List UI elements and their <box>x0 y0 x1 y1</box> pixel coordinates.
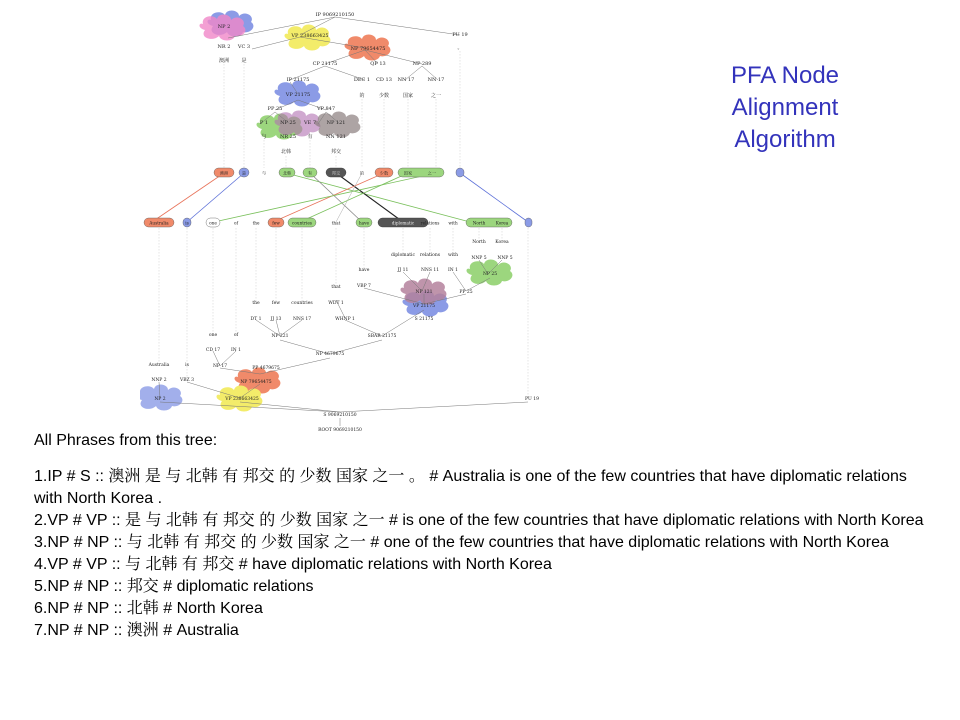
english-parse-tree <box>140 228 539 433</box>
zh-word-de: 的 <box>359 93 365 99</box>
align-zh-9: 之一 <box>427 170 437 176</box>
zh-word-shi: 是 <box>241 58 247 64</box>
zh-nn121-label: NN 121 <box>326 134 346 140</box>
en-np79: NP 79654475 <box>240 380 272 385</box>
en-s21175: S 21175 <box>414 317 434 322</box>
align-en-12: North <box>472 220 486 226</box>
zh-word-shaoshu: 少数 <box>378 93 390 99</box>
align-en-8: have <box>358 220 370 226</box>
align-en-3: of <box>233 220 239 226</box>
align-en-2: one <box>209 220 217 226</box>
en-pp25: PP 25 <box>459 290 473 295</box>
align-en-6: countries <box>292 220 312 226</box>
en-jj11: JJ 11 <box>397 268 409 273</box>
zh-qp-label: QP 13 <box>370 61 386 67</box>
en-word-have: have <box>358 268 370 273</box>
en-word-australia: Australia <box>148 363 170 368</box>
en-jj13: JJ 13 <box>270 317 282 322</box>
zh-word-guojia: 国家 <box>402 93 414 99</box>
en-cd17: CD 17 <box>205 348 221 353</box>
en-nnp2: NNP 2 <box>151 378 167 383</box>
zh-pp-label: PP 25 <box>267 106 283 112</box>
zh-ip-label: IP 21175 <box>286 77 310 83</box>
zh-pu-label: PU 19 <box>452 32 468 38</box>
zh-np289-label: NP 289 <box>412 61 432 67</box>
en-in1a: IN 1 <box>447 268 459 273</box>
en-np4679675: NP 4679675 <box>315 352 345 357</box>
en-dt1: DT 1 <box>250 317 262 322</box>
en-np17: NP 17 <box>212 364 228 369</box>
zh-np-big-label: NP 79654475 <box>350 46 386 52</box>
phrase-item: 3.NP # NP :: 与 北韩 有 邦交 的 少数 国家 之一 # one of the few countries that have diplomatic relations with North Korea <box>34 534 889 551</box>
title-line-3: Algorithm <box>734 126 836 153</box>
phrase-item: 4.VP # VP :: 与 北韩 有 邦交 # have diplomatic relations with North Korea <box>34 556 552 573</box>
title-line-1: PFA Node <box>730 62 840 89</box>
align-zh-0: 澳洲 <box>219 170 229 176</box>
zh-vp-label: VP 238663425 <box>291 33 329 39</box>
align-en-10: relations <box>420 220 440 226</box>
en-pu19: PU 19 <box>525 397 539 402</box>
zh-nr25-label: NR 25 <box>279 134 297 140</box>
phrase-item: 2.VP # VP :: 是 与 北韩 有 邦交 的 少数 国家 之一 # is one of the few countries that have diplomatic relations with North Korea <box>34 512 924 529</box>
en-word-is: is <box>185 363 189 368</box>
en-vbz3: VBZ 3 <box>180 378 194 383</box>
phrase-item: 6.NP # NP :: 北韩 # North Korea <box>34 600 263 617</box>
en-word-diplomatic: diplomatic <box>390 253 416 258</box>
zh-cd-label: CD 13 <box>376 77 392 83</box>
en-word-north: North <box>472 240 486 245</box>
en-nnp5a: NNP 5 <box>471 256 487 261</box>
alignment-diagram <box>140 6 540 434</box>
slide-title <box>700 60 870 156</box>
zh-word-you: 有 <box>307 134 313 140</box>
align-en-4: the <box>252 220 260 226</box>
zh-vp21175-label: VP 21175 <box>285 92 311 98</box>
en-word-that: that <box>331 285 341 290</box>
en-np2: NP 2 <box>154 397 166 402</box>
en-in1b: IN 1 <box>230 348 242 353</box>
align-zh-2: 与 <box>261 170 267 176</box>
align-en-7: that <box>331 220 341 226</box>
en-word-korea: Korea <box>495 240 509 245</box>
phrase-item: 1.IP # S :: 澳洲 是 与 北韩 有 邦交 的 少数 国家 之一 。 # Australia is one of the few countries that have diplomatic relations with North Korea . <box>34 468 907 507</box>
align-en-0: Australia <box>149 220 169 226</box>
chinese-parse-tree <box>200 11 468 168</box>
en-word-of: of <box>233 333 239 338</box>
align-zh-5: 邦交 <box>331 170 341 176</box>
zh-cp-label: CP 21175 <box>312 61 338 67</box>
en-sbar: SBAR 21175 <box>367 334 397 339</box>
en-nns17: NNS 17 <box>292 317 312 322</box>
zh-dec-label: DEC 1 <box>353 77 371 83</box>
align-en-9: diplomatic <box>391 220 415 226</box>
en-s-root: S 9069210150 <box>323 413 357 418</box>
zh-ve-label: VE 7 <box>303 120 317 126</box>
zh-p1-label: P 1 <box>259 120 269 126</box>
zh-word-yu: 与 <box>261 134 267 140</box>
en-vp21175: VP 21175 <box>412 304 436 309</box>
zh-vc-label: VC 3 <box>237 44 251 50</box>
align-zh-3: 北韩 <box>282 170 292 176</box>
phrase-item: 5.NP # NP :: 邦交 # diplomatic relations <box>34 578 314 595</box>
en-word-relations: relations <box>419 253 441 258</box>
phrase-list <box>34 430 934 642</box>
zh-vp847-label: VP 847 <box>316 106 336 112</box>
en-np121: NP 121 <box>415 290 433 295</box>
zh-np121-label: NP 121 <box>326 120 346 126</box>
zh-word-beihan: 北韩 <box>280 149 292 155</box>
align-zh-8: 国家 <box>403 170 413 176</box>
en-wdt1: WDT 1 <box>328 301 344 306</box>
en-vbp7: VBP 7 <box>357 284 371 289</box>
align-zh-6: 的 <box>359 170 365 176</box>
zh-word-aozhou: 澳洲 <box>218 58 230 64</box>
en-whnp1: WHNP 1 <box>335 317 355 322</box>
en-word-the: the <box>252 301 260 306</box>
en-word-with: with <box>448 253 458 258</box>
align-zh-7: 少数 <box>379 170 389 176</box>
en-word-one: one <box>208 333 218 338</box>
phrase-list-heading: All Phrases from this tree: <box>34 432 218 449</box>
align-zh-1: 是 <box>241 170 247 176</box>
en-np221: NP 221 <box>271 334 289 339</box>
zh-np2-label: NP 2 <box>217 24 231 30</box>
zh-nr-label: NR 2 <box>217 44 231 50</box>
align-en-13: Korea <box>495 220 509 226</box>
align-en-1: is <box>185 220 189 226</box>
zh-pu-token: 。 <box>457 45 463 51</box>
zh-nn17b-label: NN 17 <box>427 77 445 83</box>
en-nnp5b: NNP 5 <box>497 256 513 261</box>
align-en-5: few <box>272 220 280 226</box>
phrase-item: 7.NP # NP :: 澳洲 # Australia <box>34 622 239 639</box>
en-word-few: few <box>271 301 281 306</box>
en-nns11: NNS 11 <box>420 268 440 273</box>
en-np25: NP 25 <box>482 272 498 277</box>
zh-word-bangjiao: 邦交 <box>330 149 342 155</box>
alignment-rows <box>144 168 532 227</box>
zh-root-label: IP 9069210150 <box>315 12 355 18</box>
align-zh-4: 有 <box>307 170 313 176</box>
tree-alignment-figure <box>140 6 540 434</box>
zh-word-zhiyi: 之一 <box>430 93 442 99</box>
align-en-11: with <box>448 220 458 226</box>
zh-np25-label: NP 25 <box>280 120 296 126</box>
en-pp4679675: PP 4679675 <box>252 366 280 371</box>
title-line-2: Alignment <box>731 94 839 121</box>
en-vp238: VP 238663425 <box>225 397 259 402</box>
en-root: ROOT 9069210150 <box>318 428 362 433</box>
en-word-countries: countries <box>291 301 313 306</box>
zh-nn17a-label: NN 17 <box>397 77 415 83</box>
